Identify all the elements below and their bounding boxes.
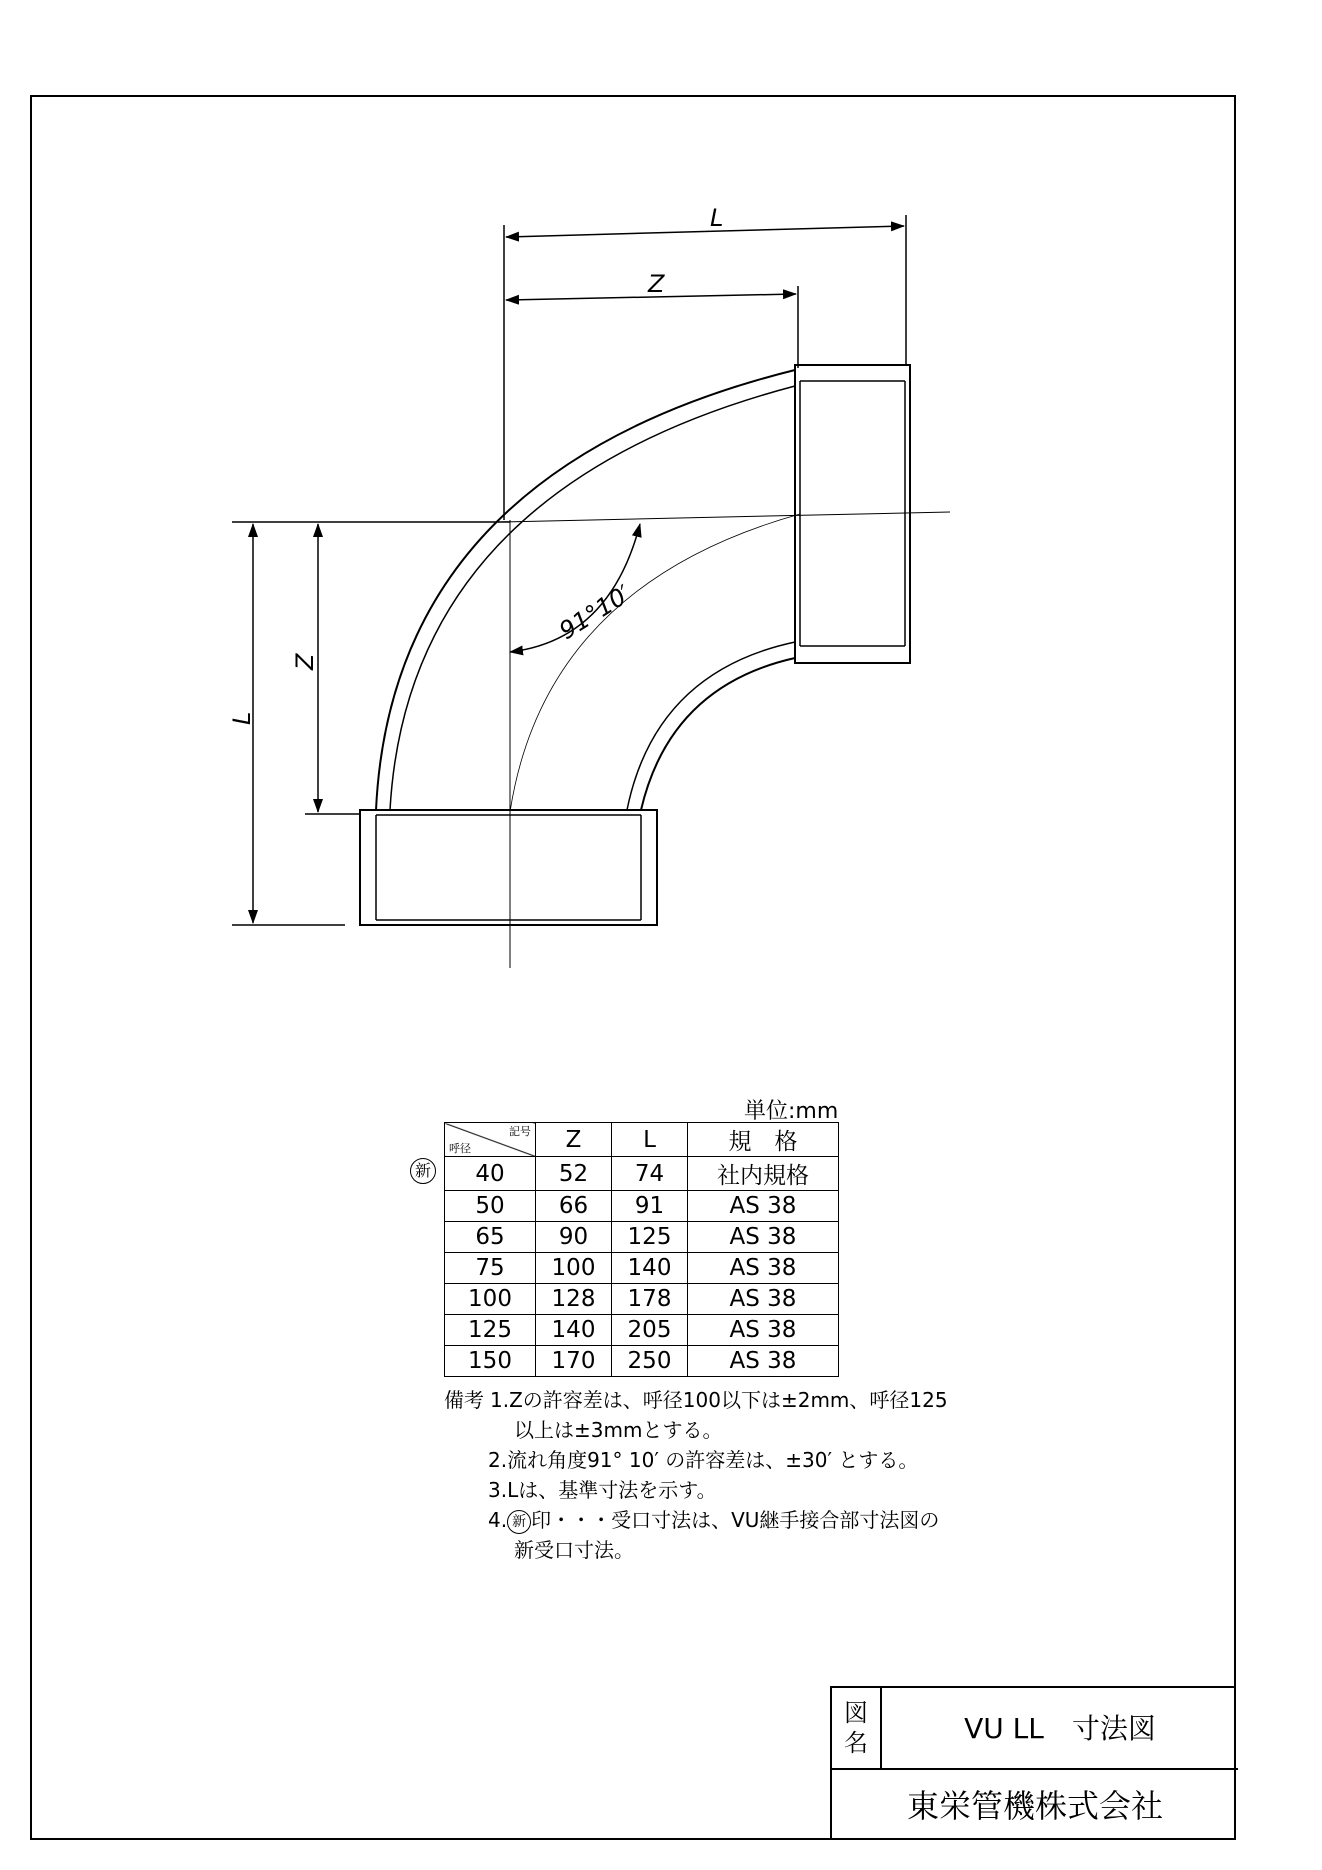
angle-label: 91°10′ xyxy=(554,579,636,646)
outer-bend-wall xyxy=(376,370,795,810)
cell-l: 250 xyxy=(612,1346,688,1377)
note-4-prefix: 4. xyxy=(488,1508,508,1532)
table-header-row xyxy=(445,1123,839,1157)
dimension-table xyxy=(444,1122,839,1377)
note-4b: 新受口寸法。 xyxy=(514,1538,634,1562)
title-label-line2: 名 xyxy=(844,1729,868,1757)
dim-label-z-left: Z xyxy=(291,653,319,670)
table-row xyxy=(445,1315,839,1346)
cell-l: 125 xyxy=(612,1222,688,1253)
cell-spec: AS 38 xyxy=(688,1284,839,1315)
cell-spec: AS 38 xyxy=(688,1253,839,1284)
cell-z: 100 xyxy=(536,1253,612,1284)
note-4a xyxy=(444,1505,948,1535)
title-block xyxy=(830,1686,1236,1840)
note-4a-text: 印・・・受口寸法は、VU継手接合部寸法図の xyxy=(531,1508,940,1532)
company-name: 東栄管機株式会社 xyxy=(906,1787,1163,1825)
cell-l: 205 xyxy=(612,1315,688,1346)
cell-size: 125 xyxy=(445,1315,536,1346)
cell-z: 140 xyxy=(536,1315,612,1346)
header-corner-cell xyxy=(445,1123,536,1157)
horizontal-centerline xyxy=(500,512,950,522)
cell-size: 100 xyxy=(445,1284,536,1315)
header-z: Z xyxy=(536,1123,612,1157)
title-block-label xyxy=(832,1688,882,1770)
note-3: 3.Lは、基準寸法を示す。 xyxy=(488,1478,717,1502)
cell-size: 40 xyxy=(445,1157,536,1191)
cell-spec: AS 38 xyxy=(688,1315,839,1346)
cell-z: 128 xyxy=(536,1284,612,1315)
cell-l: 91 xyxy=(612,1191,688,1222)
dim-label-l-top: L xyxy=(710,204,724,232)
cell-size: 75 xyxy=(445,1253,536,1284)
table-row xyxy=(445,1284,839,1315)
table-row xyxy=(445,1253,839,1284)
note-2: 2.流れ角度91° 10′ の許容差は、±30′ とする。 xyxy=(488,1448,919,1472)
dim-line-l-top xyxy=(506,226,904,237)
cell-size: 50 xyxy=(445,1191,536,1222)
note-1a xyxy=(444,1385,948,1415)
cell-size: 65 xyxy=(445,1222,536,1253)
bottom-socket xyxy=(360,810,657,925)
inner-bend-wall xyxy=(641,658,795,810)
cell-z: 170 xyxy=(536,1346,612,1377)
header-spec: 規 格 xyxy=(688,1123,839,1157)
cell-l: 140 xyxy=(612,1253,688,1284)
dim-label-l-left: L xyxy=(228,711,256,725)
note-1b: 以上は±3mmとする。 xyxy=(514,1418,723,1442)
cell-z: 66 xyxy=(536,1191,612,1222)
header-corner-top: 記号 xyxy=(509,1125,531,1138)
table-row xyxy=(445,1346,839,1377)
cell-z: 52 xyxy=(536,1157,612,1191)
drawing-name: VU LL 寸法図 xyxy=(882,1688,1238,1770)
table-row xyxy=(445,1191,839,1222)
title-label-line1: 図 xyxy=(844,1699,868,1727)
cell-spec: AS 38 xyxy=(688,1191,839,1222)
new-mark-icon: 新 xyxy=(410,1158,436,1184)
notes-block xyxy=(444,1385,948,1565)
cell-spec: 社内規格 xyxy=(688,1157,839,1191)
dim-label-z-top: Z xyxy=(648,270,665,298)
table-row xyxy=(445,1157,839,1191)
cell-l: 74 xyxy=(612,1157,688,1191)
cell-z: 90 xyxy=(536,1222,612,1253)
inner-bend-wall-inner xyxy=(627,642,795,810)
cell-size: 150 xyxy=(445,1346,536,1377)
unit-label: 単位:mm xyxy=(744,1099,839,1124)
new-mark-icon: 新 xyxy=(507,1510,531,1534)
header-corner-bottom: 呼径 xyxy=(449,1142,471,1155)
table-row xyxy=(445,1222,839,1253)
notes-label: 備考 xyxy=(444,1388,484,1412)
header-l: L xyxy=(612,1123,688,1157)
cell-l: 178 xyxy=(612,1284,688,1315)
cell-spec: AS 38 xyxy=(688,1222,839,1253)
note-1a-text: 1.Zの許容差は、呼径100以下は±2mm、呼径125 xyxy=(490,1388,948,1412)
cell-spec: AS 38 xyxy=(688,1346,839,1377)
